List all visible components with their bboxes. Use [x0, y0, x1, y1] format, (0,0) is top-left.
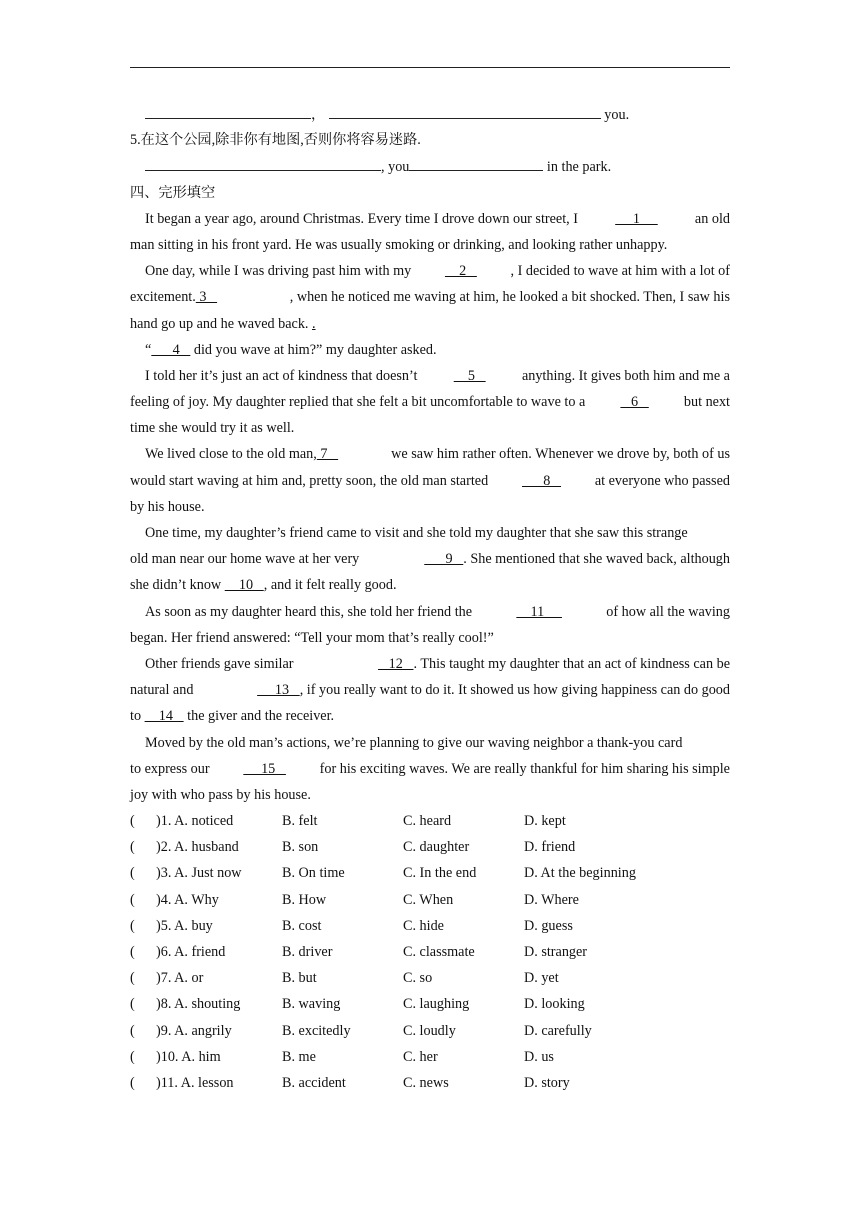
option-b[interactable]: B. son — [282, 839, 319, 856]
passage-line: natural and 13 , if you really want to do it. It showed us how giving happiness can do good — [130, 682, 730, 699]
option-b[interactable]: B. accident — [282, 1074, 346, 1091]
passage-line: would start waving at him and, pretty soon, the old man started 8 at everyone who passed — [130, 468, 730, 494]
blank-7[interactable]: 7 — [316, 446, 339, 463]
translation-line-5: , you in the park. — [130, 153, 730, 179]
option-c[interactable]: C. news — [403, 1074, 449, 1091]
option-a[interactable]: ( )3. A. Just now — [130, 865, 242, 882]
passage-line: old man near our home wave at her very 9 . She mentioned that she waved back, although — [130, 551, 730, 568]
option-row — [130, 887, 730, 913]
option-c[interactable]: C. her — [403, 1048, 438, 1065]
option-b[interactable]: B. excitedly — [282, 1022, 351, 1039]
blank-4[interactable]: 4 — [151, 341, 191, 358]
option-b[interactable]: B. driver — [282, 944, 333, 960]
passage-line: One time, my daughter’s friend came to visit and she told my daughter that she saw this strange — [145, 525, 688, 541]
option-d[interactable]: D. us — [524, 1048, 554, 1065]
option-d[interactable]: D. stranger — [524, 944, 588, 960]
passage-line: “ 4 did you wave at him?” my daughter asked. — [145, 341, 437, 358]
blank-8[interactable]: 8 — [522, 472, 562, 489]
passage-line: Moved by the old man’s actions, we’re planning to give our waving neighbor a thank-you card — [145, 734, 683, 751]
option-a[interactable]: ( )6. A. friend — [130, 944, 226, 960]
blank-6[interactable]: 6 — [620, 394, 649, 411]
option-c[interactable]: C. heard — [403, 813, 452, 830]
passage-line: One day, while I was driving past him with my 2 , I decided to wave at him with a lot of — [130, 258, 730, 284]
blank-12[interactable]: 12 — [378, 655, 414, 672]
option-row — [130, 1018, 730, 1044]
option-b[interactable]: B. felt — [282, 813, 318, 830]
option-d[interactable]: D. looking — [524, 996, 585, 1013]
blank-2[interactable]: 2 — [444, 263, 477, 280]
option-d[interactable]: D. kept — [524, 813, 566, 830]
option-b[interactable]: B. waving — [282, 996, 341, 1013]
passage-line: hand go up and he waved back. . — [130, 315, 316, 332]
option-a[interactable]: ( )8. A. shouting — [130, 996, 241, 1013]
blank-10[interactable]: 10 — [224, 577, 264, 594]
option-a[interactable]: ( )10. A. him — [130, 1048, 221, 1065]
passage-line: began. Her friend answered: “Tell your mom that’s really cool!” — [130, 629, 494, 646]
option-d[interactable]: D. yet — [524, 970, 559, 987]
option-a[interactable]: ( )7. A. or — [130, 970, 204, 987]
passage-line: We lived close to the old man, 7 we saw him rather often. Whenever we drove by, both of us — [145, 446, 730, 463]
option-d[interactable]: D. friend — [524, 839, 576, 856]
option-d[interactable]: D. carefully — [524, 1022, 592, 1039]
answer-blank[interactable] — [145, 101, 311, 119]
option-d[interactable]: D. Where — [524, 891, 579, 908]
blank-11[interactable]: 11 — [516, 603, 562, 620]
passage-line: excitement. 3 , when he noticed me waving at him, he looked a bit shocked. Then, I saw his — [130, 289, 730, 306]
passage-line: It began a year ago, around Christmas. Every time I drove down our street, I 1 an old — [130, 206, 730, 232]
blank-3[interactable]: 3 — [195, 289, 218, 306]
answer-blank[interactable] — [145, 153, 381, 171]
blank-9[interactable]: 9 — [424, 551, 464, 568]
option-c[interactable]: C. so — [403, 970, 433, 987]
option-d[interactable]: D. At the beginning — [524, 865, 636, 882]
option-a[interactable]: ( )9. A. angrily — [130, 1022, 232, 1039]
option-c[interactable]: C. When — [403, 891, 454, 908]
blank-1[interactable]: 1 — [615, 210, 658, 227]
option-row — [130, 1070, 730, 1096]
option-c[interactable]: C. laughing — [403, 996, 470, 1013]
passage-line: she didn’t know 10 , and it felt really good. — [130, 577, 397, 594]
answer-blank[interactable] — [409, 153, 543, 171]
blank-5[interactable]: 5 — [453, 367, 486, 384]
option-b[interactable]: B. but — [282, 970, 317, 987]
option-a[interactable]: ( )11. A. lesson — [130, 1074, 234, 1091]
option-d[interactable]: D. story — [524, 1074, 570, 1091]
option-c[interactable]: C. hide — [403, 917, 444, 934]
worksheet-content — [130, 101, 730, 1096]
passage-line: to express our 15 for his exciting waves. We are really thankful for him sharing his simple — [130, 756, 730, 782]
option-row — [130, 965, 730, 991]
option-a[interactable]: ( )4. A. Why — [130, 891, 219, 908]
section-heading: 四、完形填空 — [130, 184, 216, 201]
option-c[interactable]: C. In the end — [403, 865, 477, 882]
option-row — [130, 834, 730, 860]
option-b[interactable]: B. How — [282, 891, 327, 908]
translation-tail: you. — [604, 107, 630, 123]
option-c[interactable]: C. loudly — [403, 1022, 456, 1039]
option-row — [130, 991, 730, 1017]
answer-blank[interactable] — [329, 101, 601, 119]
passage-line: As soon as my daughter heard this, she told her friend the 11 of how all the waving — [130, 599, 730, 625]
passage-line: to 14 the giver and the receiver. — [130, 708, 335, 725]
passage-line: feeling of joy. My daughter replied that she felt a bit uncomfortable to wave to a 6 but next — [130, 389, 730, 415]
translation-line-a: ， you. — [130, 101, 730, 127]
passage-line: man sitting in his front yard. He was usually smoking or drinking, and looking rather unhappy. — [130, 236, 668, 253]
option-a[interactable]: ( )1. A. noticed — [130, 813, 234, 830]
header-rule — [130, 67, 730, 68]
blank-15[interactable]: 15 — [243, 760, 286, 777]
option-d[interactable]: D. guess — [524, 917, 573, 934]
option-row — [130, 1044, 730, 1070]
blank-13[interactable]: 13 — [257, 682, 300, 699]
option-row — [130, 913, 730, 939]
options-list — [130, 808, 730, 1096]
translation-item-5: 5.在这个公园,除非你有地图,否则你将容易迷路. — [130, 132, 421, 149]
option-c[interactable]: C. classmate — [403, 944, 475, 960]
option-b[interactable]: B. cost — [282, 917, 322, 934]
option-b[interactable]: B. On time — [282, 865, 345, 882]
passage-line: by his house. — [130, 498, 205, 515]
passage-line: joy with who pass by his house. — [130, 786, 311, 803]
passage-line: I told her it’s just an act of kindness that doesn’t 5 anything. It gives both him and me a — [130, 363, 730, 389]
option-row — [130, 939, 730, 965]
blank-14[interactable]: 14 — [144, 708, 184, 725]
option-row — [130, 808, 730, 834]
option-c[interactable]: C. daughter — [403, 839, 470, 856]
option-a[interactable]: ( )5. A. buy — [130, 917, 213, 934]
option-a[interactable]: ( )2. A. husband — [130, 839, 239, 856]
passage-line: time she would try it as well. — [130, 420, 295, 437]
passage-line: Other friends gave similar 12 . This taught my daughter that an act of kindness can be — [145, 655, 730, 672]
option-b[interactable]: B. me — [282, 1048, 316, 1065]
option-row — [130, 860, 730, 886]
